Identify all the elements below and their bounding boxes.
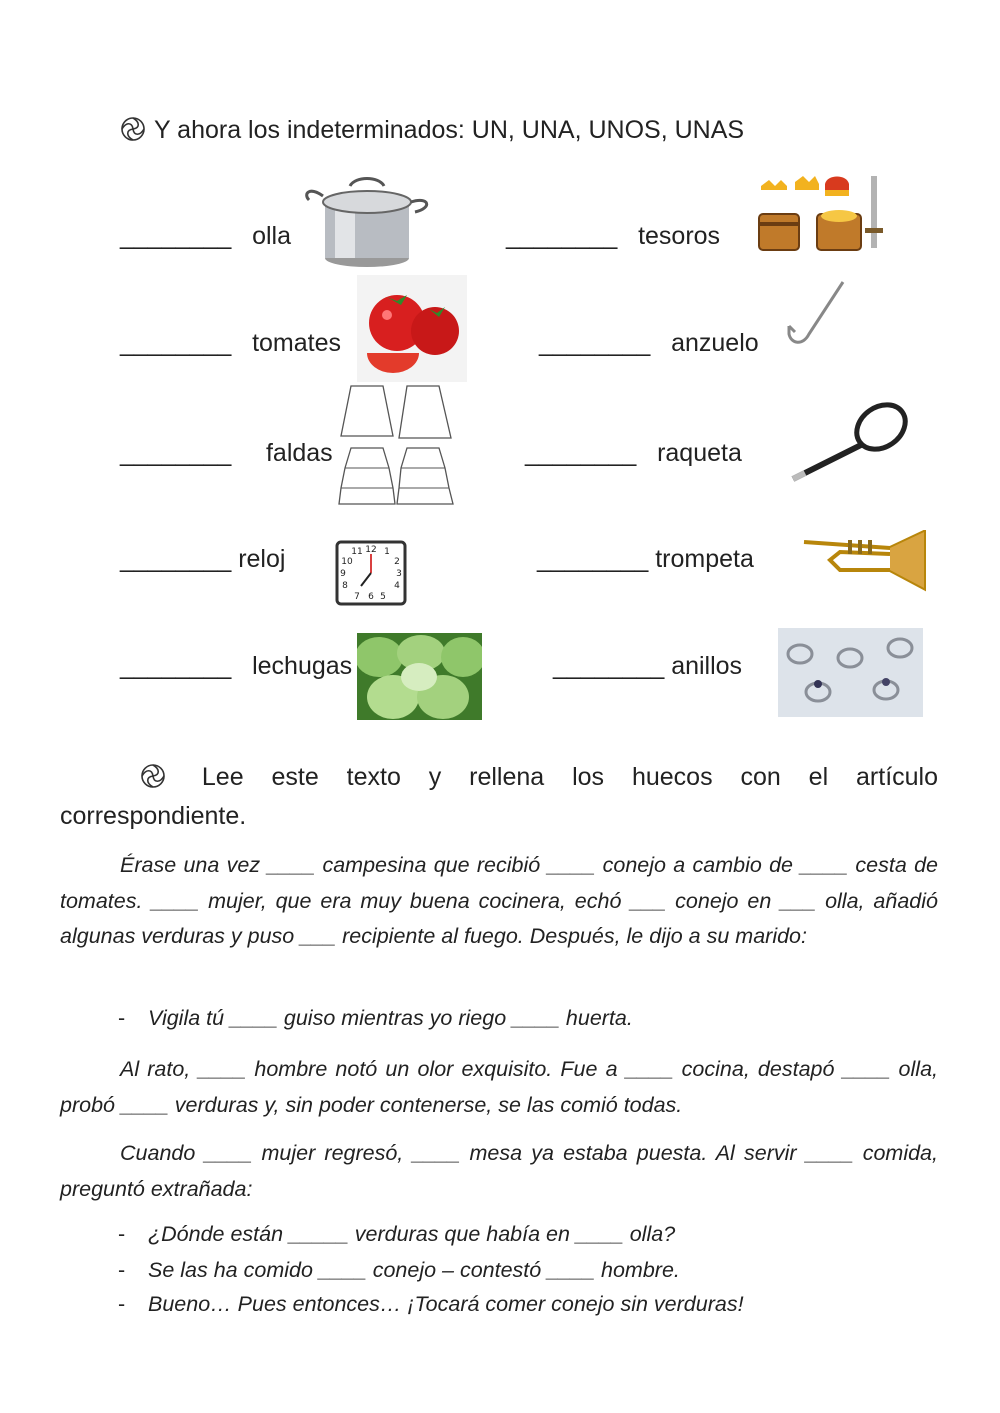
word-trompeta: trompeta [655, 545, 754, 573]
spiral-bullet-icon [120, 116, 146, 142]
answer-blank[interactable]: ________ [537, 545, 649, 573]
clock-number: 3 [396, 569, 402, 579]
story-paragraph-2: Al rato, ____ hombre notó un olor exquisito. Fue a ____ cocina, destapó ____ olla, probó ____ verduras y, sin poder contenerse, se las comió todas. [60, 1057, 938, 1117]
word-faldas: faldas [265, 439, 333, 467]
answer-blank[interactable]: ________ [120, 222, 232, 250]
word-reloj: reloj [238, 545, 286, 573]
item-reloj [120, 545, 285, 574]
answer-blank[interactable]: ________ [506, 222, 618, 250]
dialogue-line-2: - ¿Dónde están _____ verduras que había en ____ olla? [118, 1222, 676, 1246]
answer-blank[interactable]: ________ [120, 652, 232, 680]
fishhook-image [785, 278, 850, 360]
answer-blank[interactable]: ________ [120, 329, 232, 357]
clock-number: 4 [394, 581, 400, 591]
pot-image [305, 172, 435, 270]
lettuce-image [357, 633, 482, 720]
clock-number: 1 [384, 547, 390, 557]
story-paragraph-3: Cuando ____ mujer regresó, ____ mesa ya estaba puesta. Al servir ____ comida, preguntó extrañada: [60, 1141, 938, 1201]
answer-blank[interactable]: ________ [120, 545, 232, 573]
clock-number: 2 [394, 557, 400, 567]
tomatoes-image [357, 275, 467, 382]
dialogue-line-3: - Se las ha comido ____ conejo – contestó ____ hombre. [118, 1258, 680, 1282]
item-anillos [553, 652, 742, 681]
item-lechugas [120, 652, 352, 681]
clock-number: 8 [342, 581, 348, 591]
answer-blank[interactable]: ________ [525, 439, 637, 467]
instruction-line-2: correspondiente. [60, 802, 247, 830]
section-title [120, 116, 744, 145]
answer-blank[interactable]: ________ [120, 439, 232, 467]
instruction [60, 758, 938, 836]
treasure-image [755, 172, 885, 258]
item-faldas [120, 439, 333, 468]
item-trompeta [537, 545, 754, 574]
item-raqueta [525, 439, 742, 468]
answer-blank[interactable]: ________ [553, 652, 665, 680]
item-olla [120, 222, 291, 251]
instruction-text-1: Lee este texto y rellena los huecos con el artículo [201, 763, 939, 791]
word-anillos: anillos [671, 652, 743, 680]
clock-number: 12 [365, 545, 377, 555]
word-tesoros: tesoros [638, 222, 721, 250]
dialogue-line-1: - Vigila tú ____ guiso mientras yo riego ____ huerta. [118, 1006, 633, 1030]
skirts-image [335, 382, 460, 515]
instruction-line-1 [60, 758, 938, 797]
rings-image [778, 628, 923, 717]
dialogue-line-4: - Bueno… Pues entonces… ¡Tocará comer conejo sin verduras! [118, 1292, 744, 1316]
clock-number: 10 [341, 557, 353, 567]
racket-image [785, 395, 915, 485]
clock-image [335, 540, 407, 606]
item-anzuelo [539, 329, 759, 358]
word-tomates: tomates [252, 329, 342, 357]
clock-number: 9 [340, 569, 346, 579]
word-lechugas: lechugas [252, 652, 353, 680]
spiral-bullet-icon [140, 763, 166, 789]
section-title-text: Y ahora los indeterminados: UN, UNA, UNOS, UNAS [154, 116, 745, 144]
word-raqueta: raqueta [657, 439, 742, 467]
item-tesoros [506, 222, 720, 251]
story-paragraph-1: Érase una vez ____ campesina que recibió ____ conejo a cambio de ____ cesta de tomates. ____ mujer, que era muy buena cocinera, echó ___ conejo en ___ olla, añadió algunas verduras y puso ___ recipiente al fuego. Después, le dijo a su marido: [60, 853, 938, 948]
clock-number: 5 [380, 592, 386, 602]
trumpet-image [800, 530, 928, 592]
answer-blank[interactable]: ________ [539, 329, 651, 357]
clock-number: 6 [368, 592, 374, 602]
word-anzuelo: anzuelo [671, 329, 759, 357]
clock-number: 7 [354, 592, 360, 602]
word-olla: olla [252, 222, 291, 250]
clock-number: 11 [351, 547, 363, 557]
item-tomates [120, 329, 341, 358]
